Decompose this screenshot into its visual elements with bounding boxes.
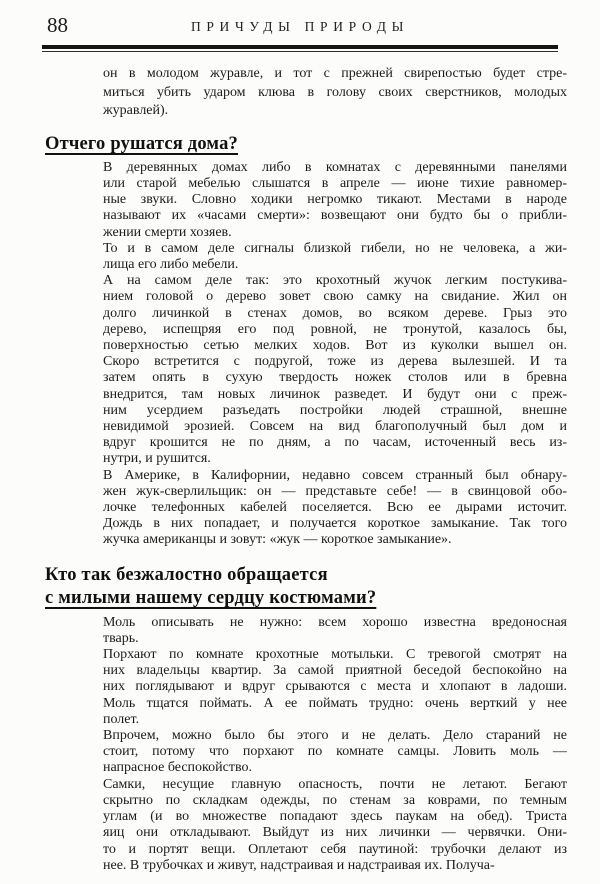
text-line: дерево, испещряя его под ровной, не тронутой, казалось бы, <box>103 321 567 337</box>
text-line: скрытно по складкам одежды, по стенам за коврами, по темным <box>103 792 567 808</box>
header-rule <box>42 45 558 52</box>
text-line: нее. В трубочках и живут, надстраивая и надстраивая их. Получа- <box>103 857 495 873</box>
text-line: стоит, потому что порхают по комнате самцы. Ловить моль — <box>103 744 567 760</box>
section-heading-text: Отчего рушатся дома? <box>45 133 239 154</box>
text-line: вдруг крошится не по дням, а по часам, источенный весь из- <box>103 435 567 451</box>
header-rule-thick <box>42 45 558 49</box>
paragraph <box>103 273 567 467</box>
text-line: нутри, и рушится. <box>103 451 211 467</box>
text-line: он в молодом журавле, и тот с прежней свирепостью будет стре- <box>103 66 567 81</box>
text-line: яиц они откладывают. Выйдут из них личинки — червячки. Они- <box>103 825 567 841</box>
text-line: лища его либо мебели. <box>103 257 239 272</box>
text-line: них владельцы квартир. За самой приятной беседой беспокойно на <box>103 663 567 679</box>
text-line: Порхают по комнате крохотные мотыльки. С тревогой смотрят на <box>103 647 567 663</box>
section-heading-line <box>45 133 567 156</box>
paragraph <box>103 615 567 647</box>
text-line: напрасное беспокойство. <box>103 760 252 776</box>
text-line: них поглядывают и вдруг срываются с места и хлопают в ладоши. <box>103 679 567 695</box>
text-line: То и в самом деле сигналы близкой гибели, но не человека, а жи- <box>103 240 567 256</box>
text-line: Впрочем, можно было бы этого и не делать. Дело стараний не <box>103 728 567 744</box>
text-line: долго личинкой в стенах домов, во всяком дереве. Грыз это <box>103 305 567 321</box>
running-title: ПРИЧУДЫ ПРИРОДЫ <box>190 19 410 34</box>
text-line: ним усердием разъедать постройки людей страшной, внешне <box>103 402 567 418</box>
section-heading <box>45 133 567 156</box>
text-line: Скоро встретится с подругой, тоже из дерева вылезшей. И та <box>103 354 567 370</box>
text-line: тварь. <box>103 630 139 646</box>
text-line: В Америке, в Калифорнии, недавно совсем странный был обнару- <box>103 467 567 483</box>
paragraph <box>103 647 567 728</box>
paragraph <box>103 777 567 874</box>
text-line: затем опять в сухую твердость ножек столов или в бревна <box>103 370 567 386</box>
text-line: А на самом деле так: это крохотный жучок легким постукива- <box>103 273 567 289</box>
text-line: нием головой о дерево зовет свою самку на свидание. Жил он <box>103 289 567 305</box>
text-line: В деревянных домах либо в комнатах с деревянными панелями <box>103 159 567 175</box>
text-line: или старой мебелью слышатся в апреле — июне тихие равномер- <box>103 175 567 191</box>
text-line: миться убить ударом клюва в голову своих сверстников, молодых <box>103 84 567 100</box>
text-line: жен жук-сверлильщик: он — представьте себе! — в свинцовой обо- <box>103 483 567 499</box>
paragraph <box>103 241 567 273</box>
paragraph <box>103 468 567 549</box>
text-line: внедрится, там новых личинок разведет. И будут они с преж- <box>103 386 567 402</box>
text-line: Моль описывать не нужно: всем хорошо известна вредоносная <box>103 614 567 630</box>
text-line: полет. <box>103 711 140 727</box>
section-heading-line <box>45 587 567 610</box>
text-line: журавлей). <box>103 103 169 119</box>
text-line: жучка американцы и зовут: «жук — короткое замыкание». <box>103 532 452 548</box>
section-heading-text: Кто так безжалостно обращается <box>45 564 328 585</box>
section-heading-text: с милыми нашему сердцу костюмами? <box>45 587 377 608</box>
text-line: Моль тщатся поймать. А ее поймать трудно: очень верткий у нее <box>103 695 567 711</box>
text-line: Самки, несущие главную опасность, почти не летают. Бегают <box>103 776 567 792</box>
paragraph <box>103 160 567 241</box>
text-line: Дождь в них попадает, и получается короткое замыкание. Так того <box>103 516 567 532</box>
text-line: называют их «часами смерти»: возвещают они будто бы о прибли- <box>103 208 567 224</box>
text-line: то и портят вещи. Оплетают себя паутиной: трубочки делают из <box>103 841 567 857</box>
paragraph <box>103 728 567 777</box>
text-line: поверхностью сетью мелких ходов. Вот из куколки вышел он. <box>103 338 567 354</box>
text-line: лочке телефонных кабелей поселяется. Всю ее дырами источит. <box>103 500 567 516</box>
text-line: жении смерти хозяев. <box>103 224 232 240</box>
header-rule-thin <box>42 51 558 53</box>
text-line: углам (и во множестве попадают здесь паукам на обед). Триста <box>103 809 567 825</box>
section-heading-line <box>45 564 567 587</box>
page-number: 88 <box>47 13 68 37</box>
text-line: невидимой эрозией. Совсем на вид благополучный был дом и <box>103 419 567 435</box>
text-line: ные звуки. Словно ходики негромко тикают. Местами в народе <box>103 192 567 208</box>
intro-paragraph <box>103 62 567 121</box>
content <box>45 62 567 874</box>
section-heading <box>45 564 567 610</box>
